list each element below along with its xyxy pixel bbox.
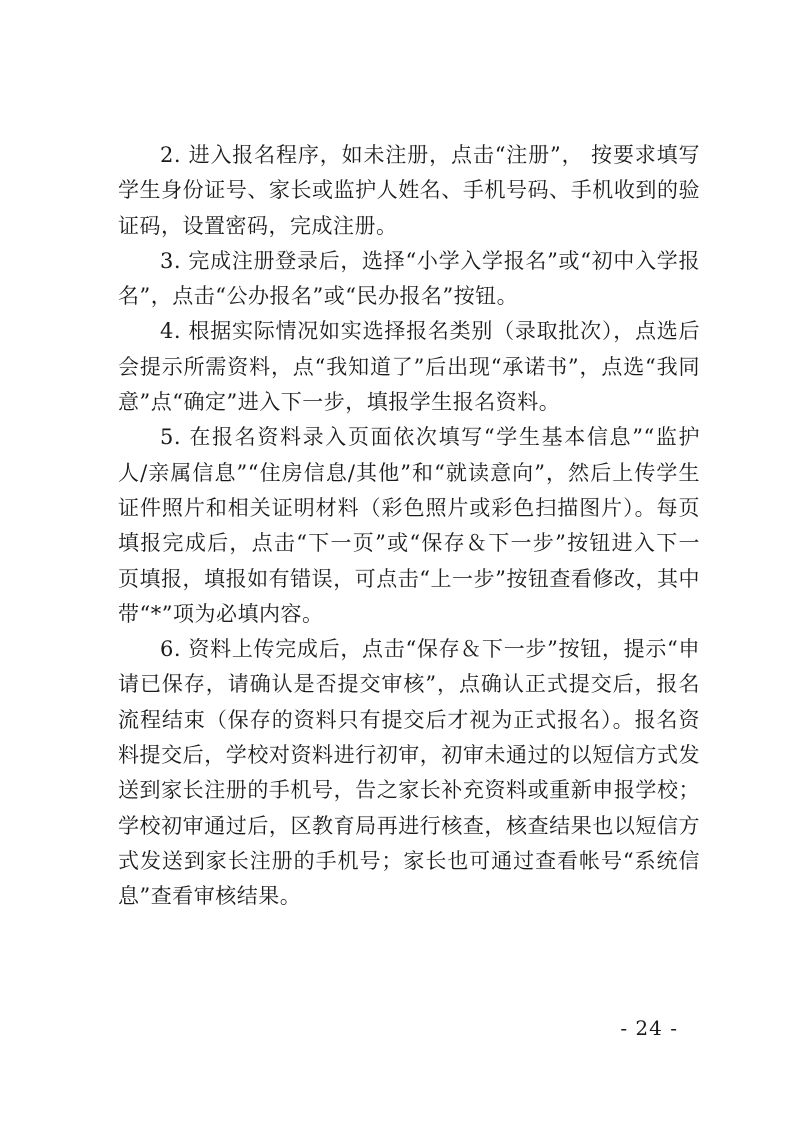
- paragraph-step-2: 2. 进入报名程序，如未注册，点击“注册”， 按要求填写学生身份证号、家长或监护人姓名、手机号码、手机收到的验证码，设置密码，完成注册。: [118, 143, 700, 238]
- page-number: - 24 -: [620, 1016, 678, 1040]
- document-body: [118, 138, 700, 915]
- paragraph-step-5: 5. 在报名资料录入页面依次填写“学生基本信息”“监护人/亲属信息”“住房信息/其他”和“就读意向”，然后上传学生证件照片和相关证明材料（彩色照片或彩色扫描图片）。每页填报完成后，点击“下一页”或“保存＆下一步”按钮进入下一页填报，填报如有错误，可点击“上一步”按钮查看修改，其中带“*”项为必填内容。: [118, 425, 700, 626]
- paragraph-step-6: 6. 资料上传完成后，点击“保存＆下一步”按钮，提示“申请已保存，请确认是否提交审核”，点确认正式提交后，报名流程结束（保存的资料只有提交后才视为正式报名）。报名资料提交后，学校对资料进行初审，初审未通过的以短信方式发送到家长注册的手机号，告之家长补充资料或重新申报学校；学校初审通过后，区教育局再进行核查，核查结果也以短信方式发送到家长注册的手机号；家长也可通过查看帐号“系统信息”查看审核结果。: [118, 637, 700, 909]
- paragraph-step-3: 3. 完成注册登录后，选择“小学入学报名”或“初中入学报名”，点击“公办报名”或“民办报名”按钮。: [118, 248, 700, 309]
- paragraph-step-4: 4. 根据实际情况如实选择报名类别（录取批次），点选后会提示所需资料，点“我知道了”后出现“承诺书”，点选“我同意”点“确定”进入下一步，填报学生报名资料。: [118, 319, 700, 415]
